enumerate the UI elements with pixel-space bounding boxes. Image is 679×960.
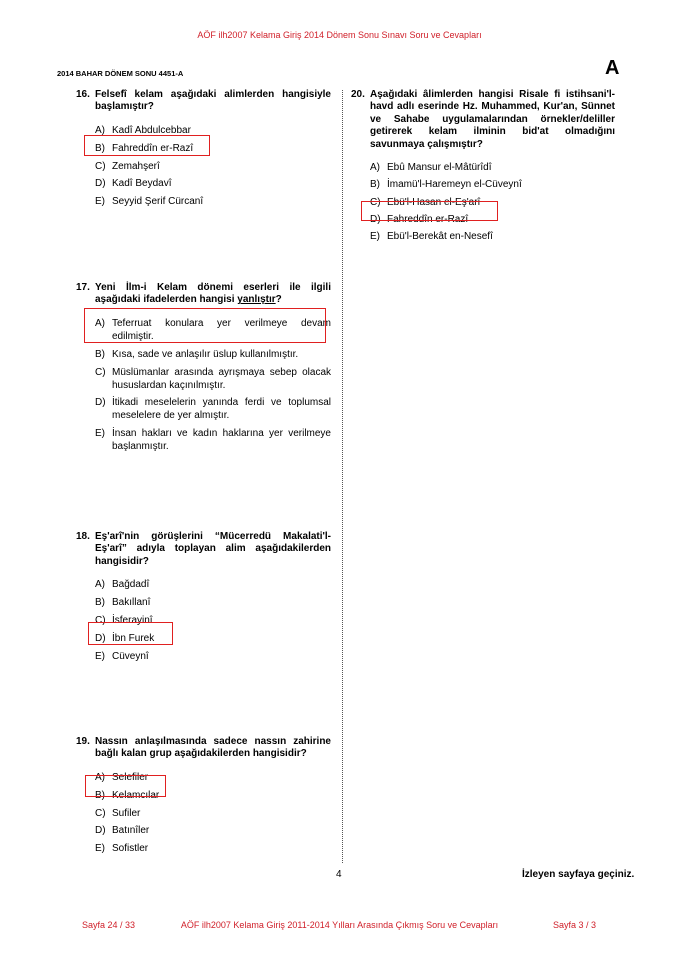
option-a: A) Bağdadî bbox=[95, 579, 150, 591]
option-b: B) Kelamcılar bbox=[95, 789, 160, 801]
option-c: C) Müslümanlar arasında ayrışmaya sebep olacak hususlardan kaçınılmıştır. bbox=[95, 366, 331, 391]
option-e: E) İnsan hakları ve kadın haklarına yer verilmeye başlanmıştır. bbox=[95, 428, 331, 453]
booklet-letter: A bbox=[605, 57, 620, 79]
question-number: 16. bbox=[76, 89, 90, 100]
question-stem: Eş'arî'nin görüşlerini “Mücerredü Makalati'l-Eş'arî” adıyla toplayan alim aşağıdakilerden hangisidir? bbox=[95, 531, 331, 567]
booklet-code: 2014 BAHAR DÖNEM SONU 4451-A bbox=[57, 69, 184, 78]
question-stem: Yeni İlm-i Kelam dönemi eserleri ile ilgili aşağıdaki ifadelerden hangisi yanlıştır? bbox=[95, 282, 331, 306]
option-d: D) Kadî Beydavî bbox=[95, 178, 172, 190]
question-number: 19. bbox=[76, 736, 90, 747]
option-b: B) Kısa, sade ve anlaşılır üslup kullanılmıştır. bbox=[95, 348, 299, 360]
page-number: 4 bbox=[336, 869, 342, 880]
option-d: D) İbn Furek bbox=[95, 632, 155, 644]
option-b: B) Fahreddîn er-Razî bbox=[95, 142, 194, 154]
option-e: E) Sofistler bbox=[95, 843, 149, 855]
footer-left: Sayfa 24 / 33 bbox=[82, 920, 136, 930]
option-c: C) Zemahşerî bbox=[95, 160, 160, 172]
option-a: A) Ebû Mansur el-Mâtürîdî bbox=[370, 162, 492, 174]
answer-mark bbox=[85, 775, 166, 797]
question-number: 17. bbox=[76, 282, 90, 293]
option-list bbox=[95, 578, 331, 663]
answer-mark bbox=[361, 201, 498, 221]
answer-mark bbox=[84, 135, 210, 156]
column-divider bbox=[342, 90, 343, 863]
question-18 bbox=[76, 531, 331, 668]
answer-mark bbox=[88, 622, 173, 645]
option-c: C) İsferayinî bbox=[95, 615, 153, 626]
footer-right: Sayfa 3 / 3 bbox=[553, 920, 597, 930]
question-number: 20. bbox=[351, 89, 365, 100]
question-stem: Felsefî kelam aşağıdaki alimlerden hangisiyle başlamıştır? bbox=[95, 89, 331, 113]
option-e: E) Cüveynî bbox=[95, 650, 149, 662]
option-d: D) İtikadi meselelerin yanında ferdi ve toplumsal meselelere de yer almıştır. bbox=[95, 397, 331, 422]
next-page-note: İzleyen sayfaya geçiniz. bbox=[522, 869, 635, 880]
option-a: A) Teferruat konulara yer verilmeye devam edilmiştir. bbox=[95, 317, 331, 342]
option-a: A) Kadî Abdulcebbar bbox=[95, 124, 191, 136]
option-c: C) Ebü'l-Hasan el-Eş'arî bbox=[370, 196, 481, 208]
question-number: 18. bbox=[76, 531, 90, 542]
question-stem: Nassın anlaşılmasında sadece nassın zahirine bağlı kalan grup aşağıdakilerden hangisidir? bbox=[95, 736, 331, 760]
option-e: E) Seyyid Şerif Cürcanî bbox=[95, 196, 204, 208]
document-title: AÖF ilh2007 Kelama Giriş 2014 Dönem Sonu Sınavı Soru ve Cevapları bbox=[197, 30, 482, 40]
option-b: B) İmamü'l-Haremeyn el-Cüveynî bbox=[370, 179, 522, 191]
option-d: D) Fahreddîn er-Razî bbox=[370, 213, 469, 225]
question-19 bbox=[76, 736, 331, 860]
option-b: B) Bakıllanî bbox=[95, 597, 151, 609]
answer-mark bbox=[84, 308, 326, 343]
option-d: D) Batınîler bbox=[95, 825, 150, 837]
option-c: C) Sufiler bbox=[95, 807, 141, 819]
footer-center: AÖF ilh2007 Kelama Giriş 2011-2014 Yılları Arasında Çıkmış Soru ve Cevapları bbox=[180, 920, 499, 930]
option-e: E) Ebü'l-Berekât en-Nesefî bbox=[370, 231, 493, 243]
question-stem: Aşağıdaki âlimlerden hangisi Risale fi istihsani'l-havd adlı eserinde Hz. Muhammed, Kur'an, Sünnet ve Sahabe uygulamalarından örnekler/deliller getirerek kelam ilminin bid'at olmadığını savunmaya çalışmıştır? bbox=[370, 89, 615, 150]
option-a: A) Selefiler bbox=[95, 771, 149, 783]
question-20 bbox=[351, 89, 615, 248]
